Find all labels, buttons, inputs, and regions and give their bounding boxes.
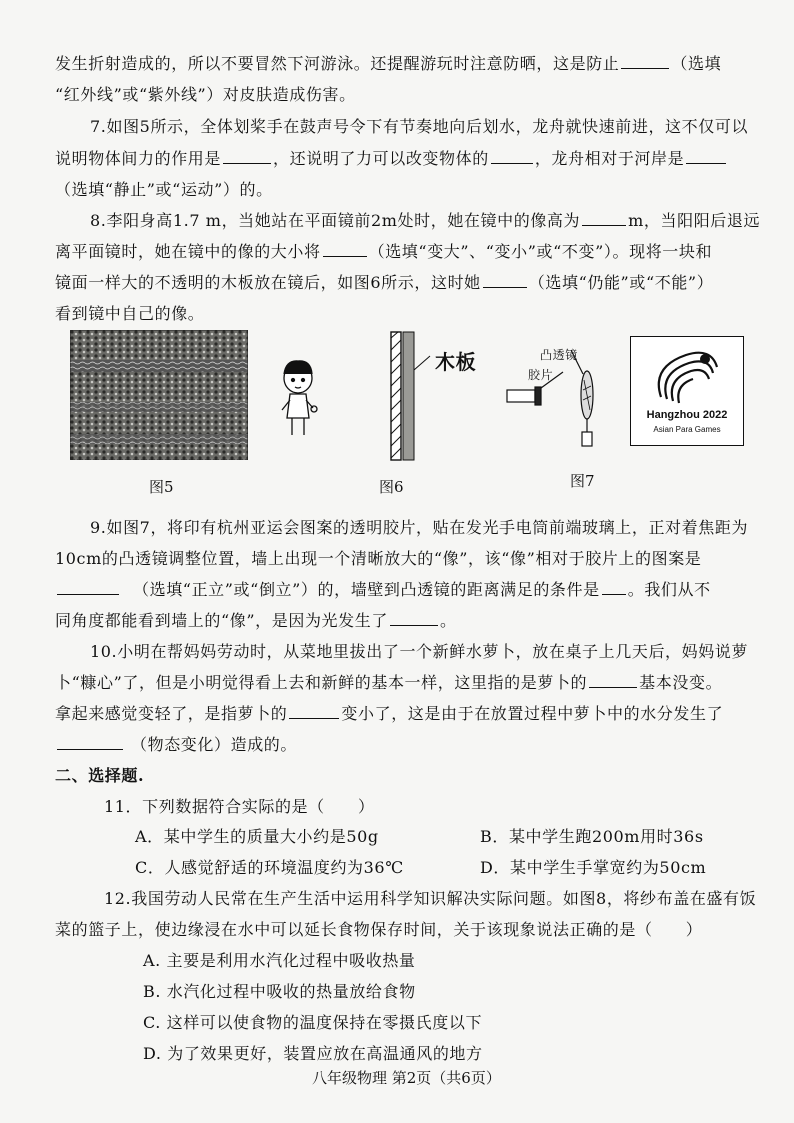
- answer-blank[interactable]: [483, 273, 527, 288]
- q7-text: ，还说明了力可以改变物体的: [273, 149, 489, 168]
- answer-blank[interactable]: [223, 149, 271, 164]
- q6-text: 发生折射造成的，所以不要冒然下河游泳。还提醒游玩时注意防晒，这是防止: [55, 54, 620, 73]
- q11-stem: 11．下列数据符合实际的是（ ）: [104, 797, 375, 816]
- girl-icon: [282, 361, 317, 435]
- figure-6-caption: 图6: [379, 478, 404, 496]
- answer-blank[interactable]: [57, 735, 123, 750]
- q10-line-2: [55, 670, 722, 693]
- q12-line-1: 12.我国劳动人民常在生产生活中运用科学知识解决实际问题。如图8，将纱布盖在盛有饭: [104, 889, 757, 908]
- board-label: 木板: [435, 350, 477, 374]
- answer-blank[interactable]: [686, 149, 726, 164]
- q8-line-1: [90, 208, 760, 231]
- q12-option-d[interactable]: D. 为了效果更好，装置应放在高温通风的地方: [143, 1044, 483, 1063]
- q11-option-c[interactable]: C．人感觉舒适的环境温度约为36℃: [135, 858, 404, 877]
- answer-blank[interactable]: [289, 704, 339, 719]
- q12-line-2: 菜的篮子上，使边缘浸在水中可以延长食物保存时间，关于该现象说法正确的是（ ）: [55, 920, 703, 939]
- figure-7-caption: 图7: [570, 472, 595, 490]
- q7-line-2: [55, 146, 728, 169]
- q7-text: 说明物体间力的作用是: [55, 149, 222, 168]
- q7-line-3: （选填“静止”或“运动”）的。: [55, 180, 273, 199]
- q10-line-3: [55, 701, 723, 724]
- q9-text: 同角度都能看到墙上的“像”，是因为光发生了: [55, 611, 388, 630]
- q8-text: （选填“变大”、“变小”或“不变”）。现将一块和: [368, 242, 713, 261]
- q9-line-2: 10cm的凸透镜调整位置，墙上出现一个清晰放大的“像”，该“像”相对于胶片上的图案是: [55, 549, 702, 568]
- q8-line-2: [55, 239, 712, 262]
- q8-text: （选填“仍能”或“不能”）: [528, 273, 714, 292]
- film-label: 胶片: [528, 368, 554, 382]
- q12-option-c[interactable]: C. 这样可以使食物的温度保持在零摄氏度以下: [143, 1013, 483, 1032]
- q9-line-4: [55, 608, 457, 631]
- wooden-board-icon: [403, 332, 414, 460]
- figure-5-caption: 图5: [149, 478, 174, 496]
- q9-text: 。: [439, 611, 457, 630]
- q6-text: （选填: [671, 54, 722, 73]
- q11-option-d[interactable]: D．某中学生手掌宽约为50cm: [480, 858, 707, 877]
- q9-text: （选填“正立”或“倒立”）的，墙壁到凸透镜的距离满足的条件是: [133, 580, 600, 599]
- figure-5-dragon-boat-photo: [70, 330, 248, 460]
- page-footer: 八年级物理 第2页（共6页）: [312, 1069, 501, 1087]
- logo-line-2: Asian Para Games: [653, 425, 721, 434]
- asian-para-games-logo: [630, 336, 744, 446]
- answer-blank[interactable]: [621, 54, 669, 69]
- answer-blank[interactable]: [57, 580, 119, 595]
- answer-blank[interactable]: [491, 149, 533, 164]
- q8-text: 离平面镜时，她在镜中的像的大小将: [55, 242, 321, 261]
- q7-text: ，龙舟相对于河岸是: [534, 149, 685, 168]
- flashlight-icon: [507, 390, 535, 402]
- q10-line-4: [55, 732, 297, 755]
- q11-option-a[interactable]: A．某中学生的质量大小约是50g: [135, 827, 379, 846]
- answer-blank[interactable]: [323, 242, 367, 257]
- q12-option-a[interactable]: A. 主要是利用水汽化过程中吸收热量: [143, 951, 416, 970]
- answer-blank[interactable]: [390, 611, 438, 626]
- section-heading: 二、选择题.: [55, 766, 145, 785]
- q8-text: m，当阳阳后退远: [628, 211, 761, 230]
- answer-blank[interactable]: [589, 673, 637, 688]
- q9-text: 。我们从不: [627, 580, 711, 599]
- q10-text: 变小了，这是由于在放置过程中萝卜中的水分发生了: [341, 704, 724, 723]
- q12-option-b[interactable]: B. 水汽化过程中吸收的热量放给食物: [143, 982, 416, 1001]
- answer-blank[interactable]: [582, 211, 626, 226]
- q8-line-4: 看到镜中自己的像。: [55, 304, 205, 323]
- q10-line-1: 10.小明在帮妈妈劳动时，从菜地里拔出了一个新鲜水萝卜，放在桌子上几天后，妈妈说萝: [90, 642, 749, 661]
- answer-blank[interactable]: [602, 580, 626, 595]
- q6-line-2: “红外线”或“紫外线”）对皮肤造成伤害。: [55, 85, 356, 104]
- q10-text: 拿起来感觉变轻了，是指萝卜的: [55, 704, 288, 723]
- q10-text: （物态变化）造成的。: [131, 735, 298, 754]
- logo-line-1: Hangzhou 2022: [646, 409, 728, 421]
- q10-text: 卜“糠心”了，但是小明觉得看上去和新鲜的基本一样，这里指的是萝卜的: [55, 673, 588, 692]
- q8-text: 8.李阳身高1.7 m，当她站在平面镜前2m处时，她在镜中的像高为: [90, 211, 581, 230]
- q10-text: 基本没变。: [639, 673, 723, 692]
- q9-line-1: 9.如图7，将印有杭州亚运会图案的透明胶片，贴在发光手电筒前端玻璃上，正对着焦距为: [90, 518, 749, 537]
- lens-label: 凸透镜: [540, 348, 578, 362]
- q8-text: 镜面一样大的不透明的木板放在镜后，如图6所示，这时她: [55, 273, 481, 292]
- q6-line-1: [55, 51, 721, 74]
- q11-option-b[interactable]: B．某中学生跑200m用时36s: [480, 827, 704, 846]
- q9-line-3: [55, 577, 711, 600]
- q7-line-1: 7.如图5所示，全体划桨手在鼓声号令下有节奏地向后划水，龙舟就快速前进，这不仅可以: [90, 117, 749, 136]
- q8-line-3: [55, 270, 713, 293]
